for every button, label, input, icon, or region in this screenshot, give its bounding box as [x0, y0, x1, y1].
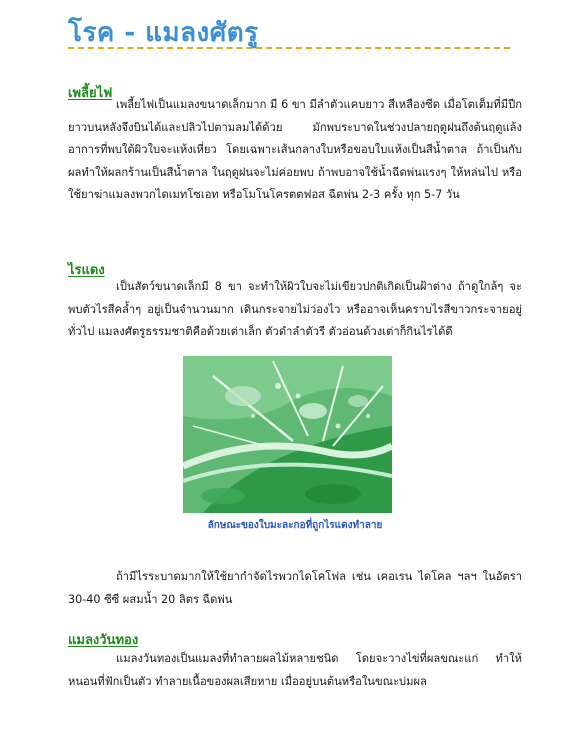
photo-caption: ลักษณะของใบมะละกอที่ถูกไรแดงทำลาย: [207, 520, 383, 531]
title-divider: [68, 47, 510, 49]
page-title: โรค - แมลงศัตรู: [68, 18, 259, 48]
section-heading-thrips: เพลี้ยไฟ: [68, 86, 113, 101]
papaya-leaf-photo: [183, 356, 392, 513]
section-paragraph-red-mite: เป็นสัตว์ขนาดเล็กมี 8 ขา จะทำให้ผิวใบจะไม่เขียวปกติเกิดเป็นฝ้าต่าง ถ้าดูใกล้ๆ จะพบตัวไรสีคล้ำๆ อยู่เป็นจำนวนมาก เดินกระจายไม่ว่องไว หรืออาจเห็นคราบไรสีขาวกระจายอยู่ทั่วไป แมลงศัตรูธรรมชาติคือด้วยเต่าเล็ก ตัวดำลำตัวรี ตัวอ่อนด้วงเต่าก็กินไรได้ดี: [68, 280, 522, 338]
section-paragraph-fruit-fly: แมลงวันทองเป็นแมลงที่ทำลายผลไม้หลายชนิด โดยจะวางไข่ที่ผลขณะแก่ ทำให้หนอนที่ฟักเป็นตัว ทำลายเนื้อของผลเสียหาย เมื่ออยู่บนต้นหรือในขณะบ่มผล: [68, 652, 522, 688]
section-paragraph-red-mite-treatment: ถ้ามีไรระบาดมากให้ใช้ยากำจัดไรพวกไดโคโฟล เช่น เคอเรน ไดโคล ฯลฯ ในอัตรา 30-40 ซีซี ผสมน้ำ 20 ลิตร ฉีดพ่น: [68, 570, 522, 606]
section-heading-fruit-fly: แมลงวันทอง: [68, 633, 139, 648]
section-heading-red-mite: ไรแดง: [68, 263, 105, 278]
section-paragraph-thrips: เพลี้ยไฟเป็นแมลงขนาดเล็กมาก มี 6 ขา มีลำตัวแคบยาว สีเหลืองซีด เมื่อโตเต็มที่มีปีกยาวบนหลังจึงบินได้และปลิวไปตามลมได้ด้วย มักพบระบาดในช่วงปลายฤดูฝนถึงต้นฤดูแล้ง อาการที่พบใต้ผิวใบจะแห้งเหี่ยว โดยเฉพาะเส้นกลางใบหรือขอบใบแห้งเป็นสีน้ำตาล ถ้าเป็นกับผลทำให้ผลกร้านเป็นสีน้ำตาล ในฤดูฝนจะไม่ค่อยพบ ถ้าพบอาจใช้น้ำฉีดพ่นแรงๆ ให้หล่นไป หรือใช้ยาฆ่าแมลงพวกไดเมทโซเอท หรือโมโนโครตตฟอส ฉีดพ่น 2-3 ครั้ง ทุก 5-7 วัน: [68, 98, 522, 201]
